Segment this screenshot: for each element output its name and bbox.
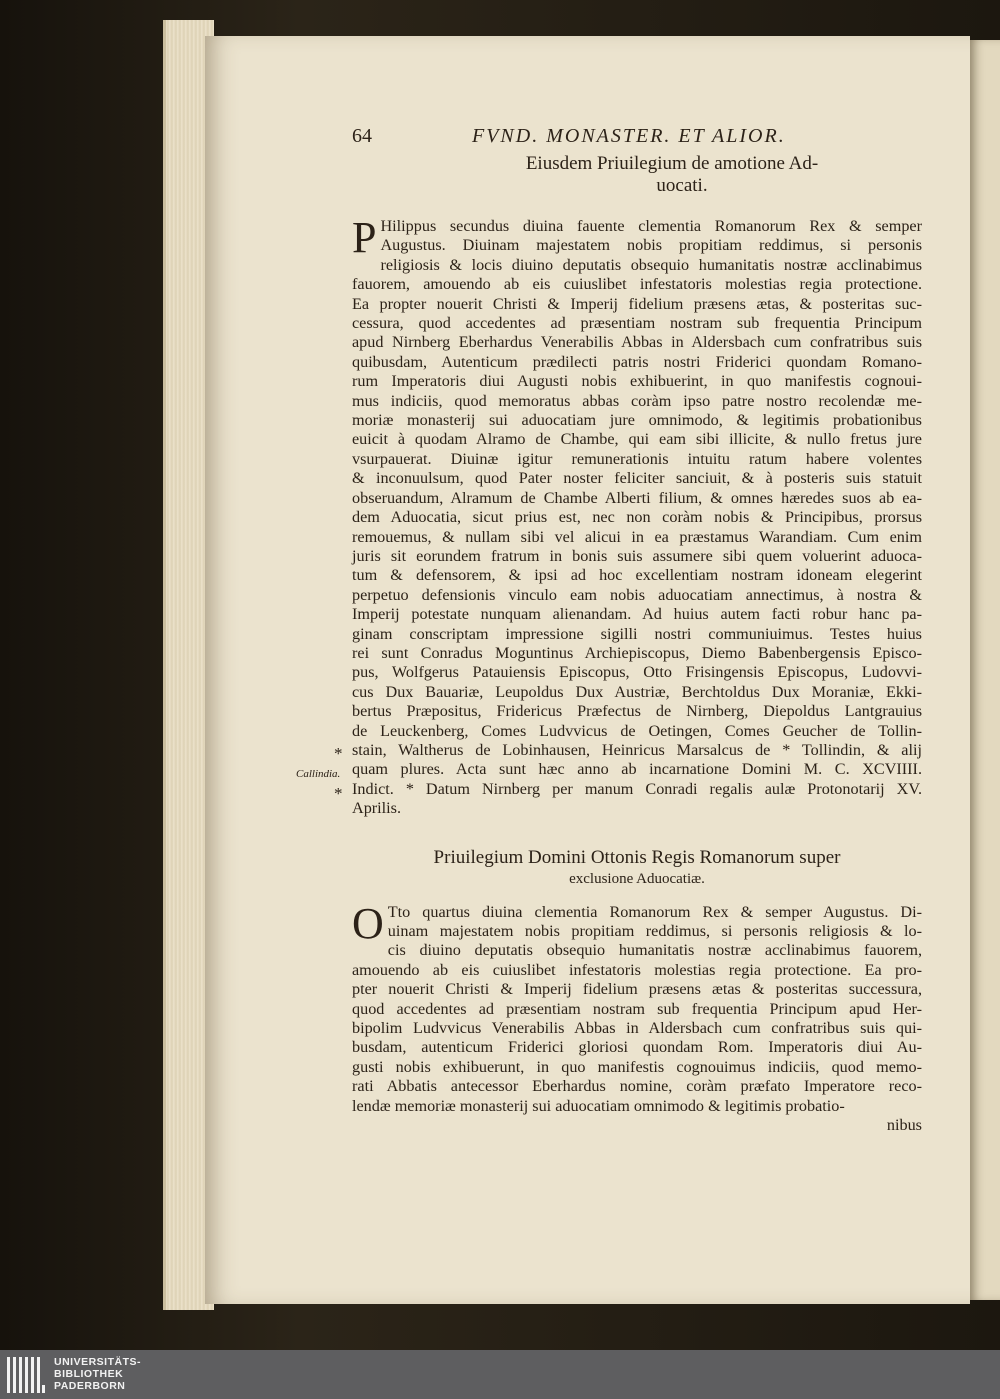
- library-name-line: PADERBORN: [54, 1380, 126, 1392]
- text-line: Aprilis.: [352, 799, 402, 818]
- text-line: uinam majestatem nobis propitiam reddimus, si personis religiosis & lo-: [387, 922, 922, 940]
- text-line: religiosis & locis diuino deputatis obsequio humanitatis nostræ acclinabimus: [380, 255, 922, 274]
- text-line: gusti nobis exhibuerunt, in quo manifestis cognouimus indiciis, quod memo-: [352, 1057, 922, 1076]
- heading-line: uocati.: [656, 175, 708, 196]
- library-footer: [0, 1350, 1000, 1399]
- text-line: stain, Waltherus de Lobinhausen, Heinricus Marsalcus de * Tollindin, & alij: [352, 740, 922, 759]
- text-line: ginam conscriptam impressione sigilli nostri communiuimus. Testes huius: [352, 624, 922, 643]
- heading-line: Eiusdem Priuilegium de amotione Ad-: [525, 153, 819, 174]
- first-document-body: [352, 213, 922, 819]
- text-line: cessura, quod accedentes ad præsentiam nostram sub frequentia Principum: [352, 314, 922, 333]
- text-line: obseruandum, Alramum de Chambe Alberti filium, & omnes hæredes suos ab ea-: [352, 488, 922, 507]
- text-line: vsurpauerat. Diuinæ igitur remunerationis intuitu ratum habere volentes: [352, 449, 922, 468]
- text-line: quod accedentes ad præsentiam nostram sub frequentia Principum apud Her-: [352, 999, 922, 1018]
- text-line: mus indiciis, quod memoratus abbas coràm ipso patre nostro recolendæ me-: [352, 391, 922, 410]
- text-line: tum & defensorem, & ipsi ad hoc excellentiam nostram idoneam elegerint: [352, 566, 922, 585]
- library-name-line: BIBLIOTHEK: [54, 1368, 124, 1380]
- drop-capital: O: [352, 898, 384, 948]
- library-name: [54, 1356, 141, 1392]
- text-line: lendæ memoriæ monasterij sui aduocatiam omnimodo & legitimis probatio-: [352, 1096, 845, 1115]
- text-line: de Leuckenberg, Comes Ludvvicus de Oetingen, Comes Geucher de Tollin-: [352, 721, 922, 740]
- text-line: rati Abbatis antecessor Eberhardus nomine, coràm præfato Imperatore reco-: [352, 1077, 922, 1096]
- running-title: FVND. MONASTER. ET ALIOR.: [472, 125, 786, 147]
- text-line: rum Imperatoris diui Augusti nobis exhibuerint, in quo manifestis cognoui-: [352, 372, 922, 391]
- text-line: amouendo ab eis cuiuslibet infestatoris molestias regia protectione. Ea pro-: [352, 960, 922, 979]
- facing-page-edge: [970, 40, 1000, 1300]
- text-line: quibusdam, Autenticum prædilecti patris nostri Friderici quondam Romano-: [352, 352, 922, 371]
- text-line: quam plures. Acta sunt hæc anno ab incarnatione Domini M. C. XCVIIII.: [352, 760, 922, 779]
- text-line: cus Dux Bauariæ, Leupoldus Dux Austriæ, Berchtoldus Dux Moraniæ, Ekki-: [352, 682, 922, 701]
- text-line: apud Nirnberg Eberhardus Venerabilis Abbas in Aldersbach cum confratribus suis: [352, 333, 922, 352]
- margin-asterisk: *: [334, 784, 343, 803]
- text-line: Ea propter nouerit Christi & Imperij fidelium præsens ætas, & posteritas suc-: [352, 294, 922, 313]
- library-logo-icon: [6, 1355, 46, 1395]
- text-line: cis diuino deputatis obsequio humanitatis nostræ acclinabimus fauorem,: [387, 941, 922, 960]
- text-line: remouemus, & nullam sibi vel alicui in ea præstamus Warandiam. Cum enim: [352, 527, 922, 546]
- text-line: rei sunt Conradus Moguntinus Archiepiscopus, Diemo Babenbergensis Episco-: [352, 643, 922, 662]
- text-line: & inconuulsum, quod Pater noster feliciter sanciuit, & à posteris suis statuit: [352, 469, 922, 488]
- text-line: Augustus. Diuinam majestatem nobis propitiam reddimus, si personis: [380, 236, 922, 255]
- text-line: pter nouerit Christi & Imperij fidelium præsens ætas & posteritas successura,: [352, 980, 922, 999]
- text-line: Hilippus secundus diuina fauente clementia Romanorum Rex & semper: [380, 217, 922, 235]
- text-line: Indict. * Datum Nirnberg per manum Conradi regalis aulæ Protonotarij XV.: [352, 779, 922, 798]
- text-line: juris sit eorundem fratrum in bonis suis assumere sibi quem voluerint aduoca-: [352, 546, 922, 565]
- text-line: pus, Wolfgerus Patauiensis Episcopus, Otto Frisingensis Episcopus, Ludovvi-: [352, 663, 922, 682]
- catchword: nibus: [886, 1116, 922, 1135]
- text-line: euicit à quodam Alramo de Chambe, qui eam sibi illicite, & nullo fretus jure: [352, 430, 922, 449]
- page-number: 64: [352, 125, 372, 147]
- text-line: dem Aduocatia, sicut prius est, nec non coràm nobis & Principibus, prorsus: [352, 508, 922, 527]
- running-head: [352, 125, 922, 153]
- page-text: [352, 125, 922, 1135]
- text-line: busdam, autenticum Friderici gloriosi quondam Rom. Imperatoris diui Au-: [352, 1038, 922, 1057]
- margin-asterisk: *: [334, 744, 343, 763]
- text-line: bipolim Ludvvicus Venerabilis Abbas in Aldersbach cum confratribus suis qui-: [352, 1019, 922, 1038]
- text-line: fauorem, amouendo ab eis cuiuslibet infestatoris molestias regia protectione.: [352, 275, 922, 294]
- heading-line: exclusione Aduocatiæ.: [569, 870, 705, 887]
- text-line: moriæ monasterij sui aduocatiam jure omnimodo, & legitimis probationibus: [352, 411, 922, 430]
- text-line: bertus Præpositus, Fridericus Præfectus de Nirnberg, Diepoldus Lantgrauius: [352, 702, 922, 721]
- heading-line: Priuilegium Domini Ottonis Regis Romanorum super: [433, 846, 841, 868]
- text-line: perpetuo defensionis vinculo eam nobis aduocatiam annectimus, à nostra &: [352, 585, 922, 604]
- text-line: Tto quartus diuina clementia Romanorum Rex & semper Augustus. Di-: [387, 902, 922, 921]
- drop-capital: P: [352, 213, 377, 262]
- first-document-heading: [422, 153, 922, 197]
- margin-note: Callindia.: [296, 768, 341, 780]
- text-line: Imperij potestate nunquam alienandam. Ad huius autem facti robur hanc pa-: [352, 605, 922, 624]
- second-document-body: [352, 898, 922, 1116]
- library-name-line: UNIVERSITÄTS-: [54, 1356, 142, 1368]
- second-document-heading: [352, 847, 922, 889]
